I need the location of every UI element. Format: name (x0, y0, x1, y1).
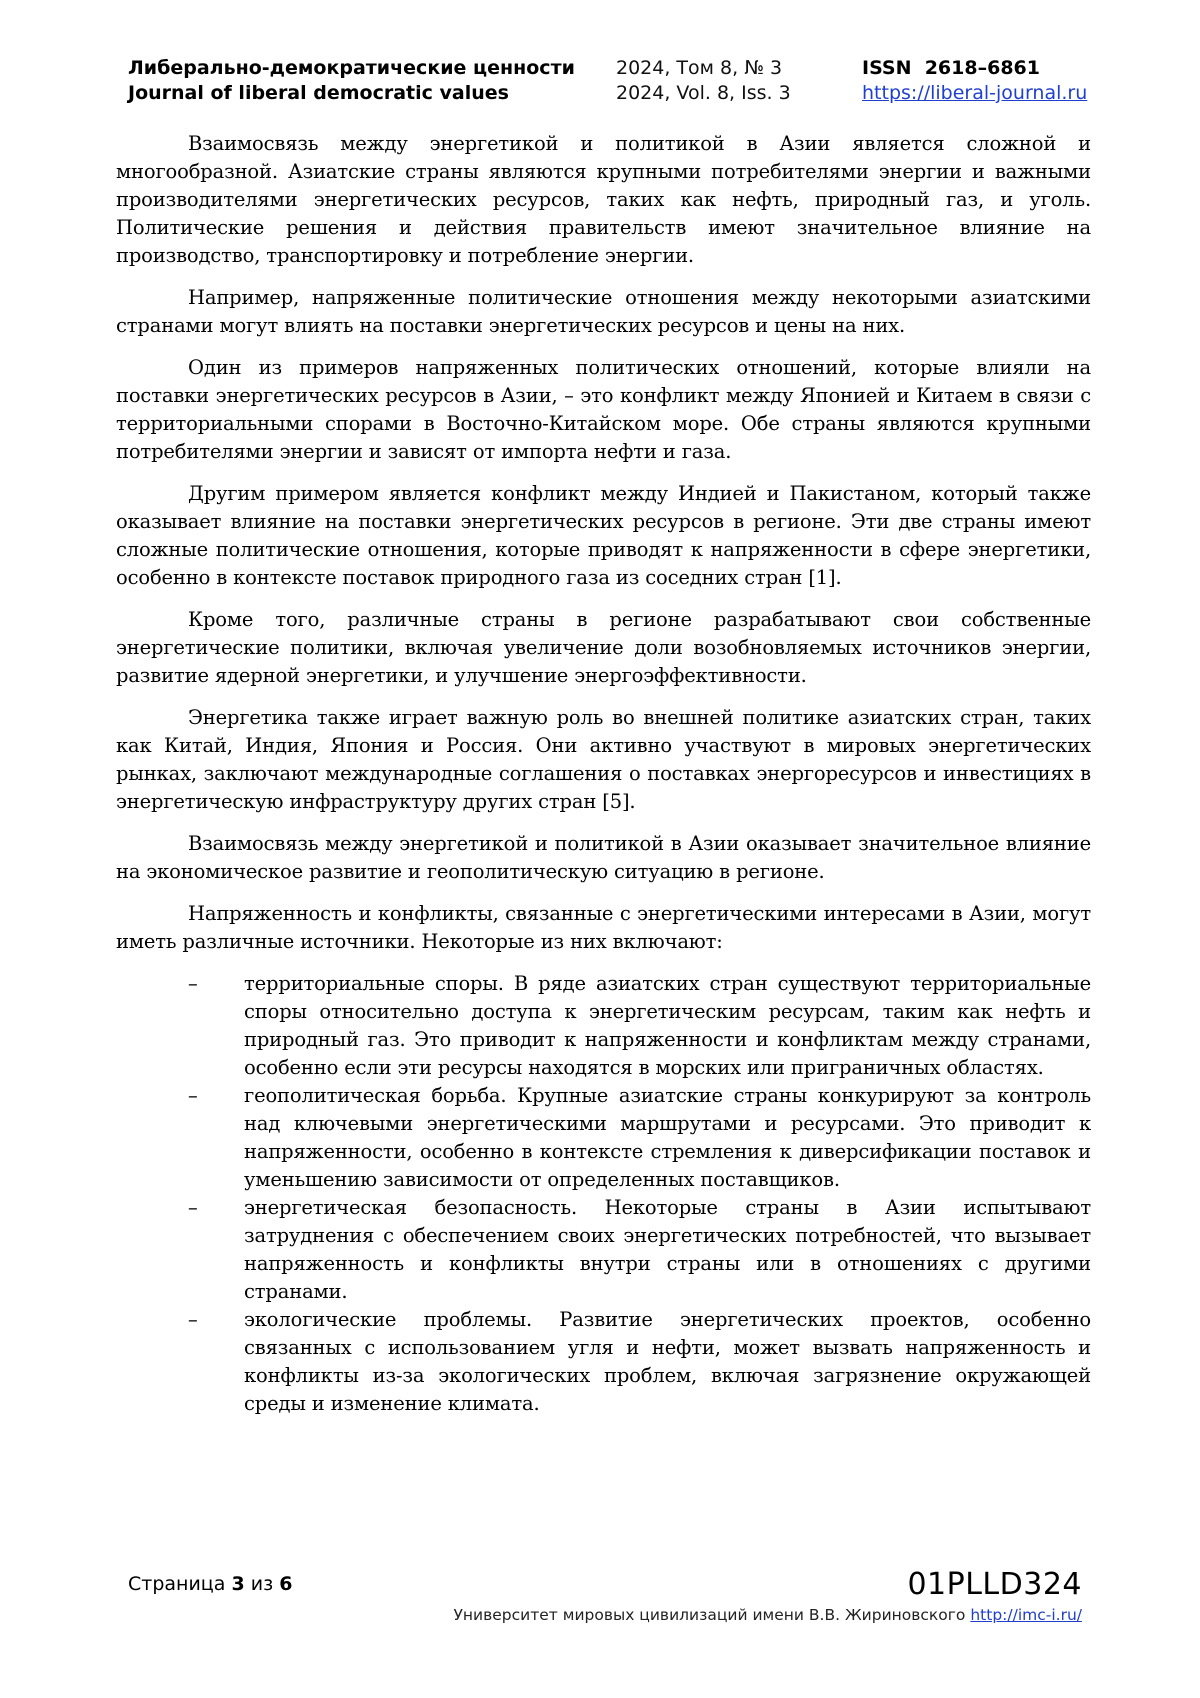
list-dash-marker: – (188, 972, 198, 995)
list-dash-marker: – (188, 1308, 198, 1331)
page-header (128, 56, 1100, 106)
body-paragraph: Взаимосвязь между энергетикой и политикой в Азии оказывает значительное влияние на экономическое развитие и геополитическую ситуацию в регионе. (116, 832, 1091, 883)
list-item-text: территориальные споры. В ряде азиатских стран существуют территориальные споры относительно доступа к энергетическим ресурсам, таким как нефть и природный газ. Это приводит к напряженности и конфликтам между странами, особенно если эти ресурсы находятся в морских или приграничных областях. (244, 972, 1091, 1079)
journal-ids (862, 56, 1087, 106)
article-code: 01PLLD324 (907, 1567, 1082, 1602)
page-number (128, 1573, 292, 1595)
page-current: 3 (231, 1573, 245, 1595)
journal-site-link[interactable]: https://liberal-journal.ru (862, 82, 1088, 104)
body-paragraph: Другим примером является конфликт между Индией и Пакистаном, который также оказывает влияние на поставки энергетических ресурсов в регионе. Эти две страны имеют сложные политические отношения, которые приводят к напряженности в сфере энергетики, особенно в контексте поставок природного газа из соседних стран [1]. (116, 482, 1091, 589)
sources-list (116, 970, 1091, 1418)
list-item-text: геополитическая борьба. Крупные азиатские страны конкурируют за контроль над ключевыми энергетическими маршрутами и ресурсами. Это приводит к напряженности, особенно в контексте стремления к диверсификации поставок и уменьшению зависимости от определенных поставщиков. (244, 1084, 1091, 1191)
page-of: из (250, 1573, 274, 1595)
university-name: Университет мировых цивилизаций имени В.В. Жириновского (453, 1606, 966, 1624)
list-item-text: экологические проблемы. Развитие энергетических проектов, особенно связанных с использованием угля и нефти, может вызвать напряженность и конфликты из-за экологических проблем, включая загрязнение окружающей среды и изменение климата. (244, 1308, 1091, 1415)
body-paragraph: Напряженность и конфликты, связанные с энергетическими интересами в Азии, могут иметь различные источники. Некоторые из них включают: (116, 902, 1091, 953)
issn-number: ISSN 2618–6861 (862, 57, 1040, 79)
issue-info (616, 56, 791, 106)
body-paragraph: Один из примеров напряженных политических отношений, которые влияли на поставки энергетических ресурсов в Азии, – это конфликт между Японией и Китаем в связи с территориальными спорами в Восточно-Китайском море. Обе страны являются крупными потребителями энергии и зависят от импорта нефти и газа. (116, 356, 1091, 463)
page-total: 6 (279, 1573, 293, 1595)
list-dash-marker: – (188, 1196, 198, 1219)
body-paragraph: Например, напряженные политические отношения между некоторыми азиатскими странами могут влиять на поставки энергетических ресурсов и цены на них. (116, 286, 1091, 337)
journal-title-ru: Либерально-демократические ценности (128, 57, 575, 79)
body-paragraph: Взаимосвязь между энергетикой и политикой в Азии является сложной и многообразной. Азиатские страны являются крупными потребителями энергии и важными производителями энергетических ресурсов, таких как нефть, природный газ, и уголь. Политические решения и действия правительств имеют значительное влияние на производство, транспортировку и потребление энергии. (116, 132, 1091, 267)
article-body (116, 130, 1091, 1418)
body-paragraph: Кроме того, различные страны в регионе разрабатывают свои собственные энергетические политики, включая увеличение доли возобновляемых источников энергии, развитие ядерной энергетики, и улучшение энергоэффективности. (116, 608, 1091, 687)
publisher-line (453, 1606, 1082, 1624)
journal-title (128, 56, 575, 106)
list-item (116, 1082, 1091, 1194)
issue-info-en: 2024, Vol. 8, Iss. 3 (616, 82, 791, 104)
journal-title-en: Journal of liberal democratic values (128, 82, 509, 104)
body-paragraph: Энергетика также играет важную роль во внешней политике азиатских стран, таких как Китай, Индия, Япония и Россия. Они активно участвуют в мировых энергетических рынках, заключают международные соглашения о поставках энергоресурсов и инвестициях в энергетическую инфраструктуру других стран [5]. (116, 706, 1091, 813)
list-item (116, 1194, 1091, 1306)
page-label: Страница (128, 1573, 226, 1595)
issue-info-ru: 2024, Том 8, № 3 (616, 57, 783, 79)
university-site-link[interactable]: http://imc-i.ru/ (970, 1606, 1082, 1624)
list-item (116, 970, 1091, 1082)
list-item-text: энергетическая безопасность. Некоторые страны в Азии испытывают затруднения с обеспечением своих энергетических потребностей, что вызывает напряженность и конфликты внутри страны или в отношениях с другими странами. (244, 1196, 1091, 1303)
list-dash-marker: – (188, 1084, 198, 1107)
list-item (116, 1306, 1091, 1418)
